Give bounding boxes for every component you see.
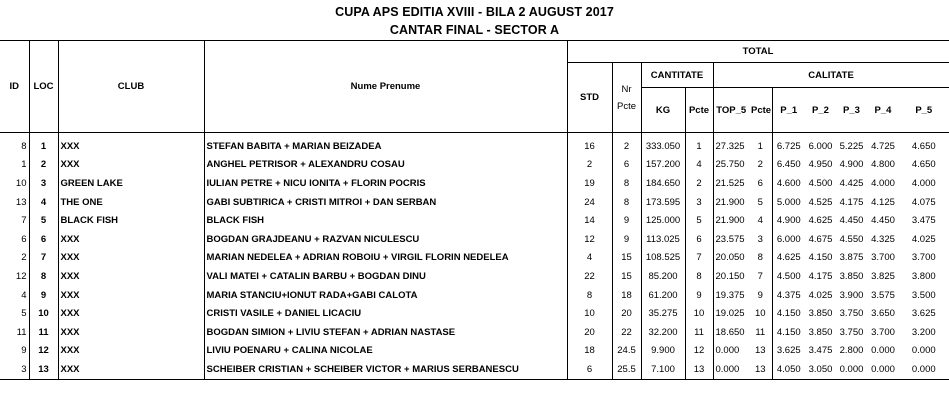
row-p5: 0.000 [899,360,949,379]
row-p3: 4.900 [839,159,864,171]
row-p2: 4.525 [808,196,833,208]
row-name: BLACK FISH [204,211,567,230]
row-kg-pcte: 8 [685,267,713,286]
row-p3: 2.800 [839,345,864,357]
row-nr-pcte: 9 [612,211,641,230]
row-cal-pcte: 8 [749,249,772,268]
cantitate-header: CANTITATE [641,63,713,88]
row-cal-pcte: 10 [749,304,772,323]
row-id: 9 [0,342,29,361]
row-p4: 3.700 [871,252,895,264]
row-p2: 4.175 [808,270,833,282]
row-top5: 23.575 [715,233,745,245]
table-row [0,156,949,175]
row-p2: 4.950 [808,159,833,171]
row-std: 12 [567,230,612,249]
row-p1: 4.375 [776,289,801,301]
row-p5: 4.025 [899,230,949,249]
row-p5: 3.200 [899,323,949,342]
row-std: 14 [567,211,612,230]
row-cal-pcte: 2 [749,156,772,175]
col-std-header: STD [567,63,612,133]
row-name: BOGDAN SIMION + LIVIU STEFAN + ADRIAN NASTASE [204,323,567,342]
col-loc-header: LOC [29,41,58,133]
col-club-header: CLUB [58,41,204,133]
table-row [0,137,949,156]
row-p5: 3.625 [899,304,949,323]
page-subtitle: CANTAR FINAL - SECTOR A [389,23,560,37]
row-top5: 21.900 [715,215,745,227]
table-row [0,211,949,230]
col-id-header: ID [0,41,29,133]
row-p3: 3.850 [839,270,864,282]
row-p4: 3.700 [871,326,895,338]
row-p2: 4.675 [808,233,833,245]
row-cal-pcte: 9 [749,286,772,305]
row-std: 18 [567,342,612,361]
row-kg: 9.900 [641,342,685,361]
row-p5: 0.000 [899,342,949,361]
row-loc: 10 [29,304,58,323]
row-top5: 21.525 [715,177,745,189]
row-std: 4 [567,249,612,268]
row-std: 8 [567,286,612,305]
row-id: 1 [0,156,29,175]
row-name: SCHEIBER CRISTIAN + SCHEIBER VICTOR + MARIUS SERBANESCU [204,360,567,379]
col-nr-pcte-header: Nr Pcte [612,63,641,133]
row-p4: 4.325 [871,233,895,245]
row-top5: 27.325 [715,140,745,152]
row-kg: 125.000 [641,211,685,230]
row-std: 24 [567,193,612,212]
row-club: XXX [58,286,204,305]
row-loc: 4 [29,193,58,212]
row-p1: 4.625 [776,252,801,264]
row-p4: 0.000 [871,345,895,357]
row-cal-pcte: 4 [749,211,772,230]
col-p4-header: P_4 [867,88,899,133]
row-kg-pcte: 6 [685,230,713,249]
row-name: IULIAN PETRE + NICU IONITA + FLORIN POCRIS [204,174,567,193]
row-p5: 4.650 [899,156,949,175]
row-p3: 0.000 [836,360,867,379]
row-club: XXX [58,249,204,268]
row-p2: 3.475 [808,345,833,357]
row-top5: 25.750 [715,159,745,171]
row-kg-pcte: 9 [685,286,713,305]
row-nr-pcte: 9 [612,230,641,249]
row-kg-pcte: 1 [685,137,713,156]
row-nr-pcte: 20 [612,304,641,323]
row-nr-pcte: 15 [612,249,641,268]
row-kg-pcte: 2 [685,174,713,193]
row-p5: 4.000 [899,174,949,193]
row-id: 12 [0,267,29,286]
col-top5-header: TOP_5 [713,88,749,133]
table-row [0,230,949,249]
row-p4: 3.825 [871,270,895,282]
row-top5: 21.900 [715,196,745,208]
row-p2: 4.500 [808,177,833,189]
row-std: 10 [567,304,612,323]
row-id: 2 [0,249,29,268]
row-p3: 5.225 [839,140,864,152]
row-cal-pcte: 11 [749,323,772,342]
row-kg-pcte: 5 [685,211,713,230]
row-kg-pcte: 11 [685,323,713,342]
row-loc: 12 [29,342,58,361]
row-p4: 4.000 [871,177,895,189]
row-id: 7 [0,211,29,230]
row-std: 16 [567,137,612,156]
row-top5: 20.150 [715,270,745,282]
row-name: VALI MATEI + CATALIN BARBU + BOGDAN DINU [204,267,567,286]
row-p2: 4.625 [808,215,833,227]
row-p3: 4.550 [839,233,864,245]
row-p1: 6.725 [776,140,801,152]
row-p2: 3.050 [805,360,836,379]
table-row [0,249,949,268]
row-club: XXX [58,137,204,156]
row-p1: 4.150 [776,308,801,320]
row-club: GREEN LAKE [58,174,204,193]
row-std: 6 [567,360,612,379]
row-p5: 4.650 [899,137,949,156]
row-kg: 35.275 [641,304,685,323]
row-name: BOGDAN GRAJDEANU + RAZVAN NICULESCU [204,230,567,249]
row-loc: 11 [29,323,58,342]
row-kg: 333.050 [641,137,685,156]
row-nr-pcte: 2 [612,137,641,156]
row-club: THE ONE [58,193,204,212]
row-name: ANGHEL PETRISOR + ALEXANDRU COSAU [204,156,567,175]
calitate-header: CALITATE [713,63,949,88]
row-p4: 4.450 [871,215,895,227]
row-kg-pcte: 10 [685,304,713,323]
row-p3: 3.875 [839,252,864,264]
row-name: MARIA STANCIU+IONUT RADA+GABI CALOTA [204,286,567,305]
row-p4: 3.575 [871,289,895,301]
row-p1: 3.625 [776,345,801,357]
col-p2-header: P_2 [805,88,836,133]
row-top5: 19.025 [715,308,745,320]
row-p2: 4.150 [808,252,833,264]
row-kg: 61.200 [641,286,685,305]
row-loc: 13 [29,360,58,379]
row-p1: 5.000 [776,196,801,208]
row-p1: 6.000 [776,233,801,245]
row-p5: 4.075 [899,193,949,212]
col-p1-header: P_1 [772,88,805,133]
row-p1: 4.900 [776,215,801,227]
row-loc: 7 [29,249,58,268]
row-std: 19 [567,174,612,193]
row-p1: 4.050 [772,360,805,379]
table-row [0,267,949,286]
row-club: XXX [58,304,204,323]
row-name: LIVIU POENARU + CALINA NICOLAE [204,342,567,361]
row-id: 5 [0,304,29,323]
row-kg-pcte: 3 [685,193,713,212]
row-p5: 3.500 [899,286,949,305]
row-p4: 4.800 [871,159,895,171]
row-nr-pcte: 24.5 [612,342,641,361]
col-p5-header: P_5 [899,88,949,133]
row-p4: 0.000 [867,360,899,379]
row-nr-pcte: 18 [612,286,641,305]
row-cal-pcte: 6 [749,174,772,193]
row-p1: 6.450 [776,159,801,171]
row-p2: 3.850 [808,308,833,320]
row-id: 13 [0,193,29,212]
row-cal-pcte: 13 [749,342,772,361]
row-p2: 3.850 [808,326,833,338]
row-cal-pcte: 5 [749,193,772,212]
row-top5: 0.000 [713,360,749,379]
row-loc: 5 [29,211,58,230]
results-table [0,40,949,380]
row-nr-pcte: 15 [612,267,641,286]
row-id: 4 [0,286,29,305]
row-nr-pcte: 25.5 [612,360,641,379]
row-p3: 4.450 [839,215,864,227]
row-top5: 19.375 [715,289,745,301]
row-id: 8 [0,137,29,156]
row-std: 20 [567,323,612,342]
table-row [0,174,949,193]
row-kg-pcte: 7 [685,249,713,268]
row-loc: 2 [29,156,58,175]
row-p1: 4.150 [776,326,801,338]
row-p4: 4.125 [871,196,895,208]
table-row [0,323,949,342]
row-kg: 173.595 [641,193,685,212]
row-top5: 20.050 [715,252,745,264]
row-p3: 3.750 [839,308,864,320]
row-loc: 3 [29,174,58,193]
row-club: XXX [58,323,204,342]
row-std: 22 [567,267,612,286]
row-cal-pcte: 3 [749,230,772,249]
row-p4: 3.650 [871,308,895,320]
row-p1: 4.600 [776,177,801,189]
row-top5: 18.650 [715,326,745,338]
row-id: 11 [0,323,29,342]
row-kg: 108.525 [641,249,685,268]
total-header: TOTAL [567,41,949,63]
table-row [0,342,949,361]
row-p2: 4.025 [808,289,833,301]
row-id: 6 [0,230,29,249]
table-row [0,193,949,212]
row-name: MARIAN NEDELEA + ADRIAN ROBOIU + VIRGIL FLORIN NEDELEA [204,249,567,268]
row-p4: 4.725 [871,140,895,152]
row-name: STEFAN BABITA + MARIAN BEIZADEA [204,137,567,156]
row-nr-pcte: 8 [612,174,641,193]
row-p3: 4.175 [839,196,864,208]
row-top5: 0.000 [715,345,740,357]
page-title: CUPA APS EDITIA XVIII - BILA 2 AUGUST 2017 [335,5,614,19]
row-kg: 7.100 [641,360,685,379]
row-p3: 3.900 [839,289,864,301]
row-nr-pcte: 8 [612,193,641,212]
row-kg-pcte: 4 [685,156,713,175]
row-loc: 9 [29,286,58,305]
table-row [0,286,949,305]
row-club: XXX [58,360,204,379]
col-name-header: Nume Prenume [204,41,567,133]
row-name: GABI SUBTIRICA + CRISTI MITROI + DAN SERBAN [204,193,567,212]
row-p1: 4.500 [776,270,801,282]
col-cal-pcte-header: Pcte [749,88,772,133]
row-id: 3 [0,360,29,379]
row-p5: 3.475 [899,211,949,230]
row-p5: 3.800 [899,267,949,286]
row-p5: 3.700 [899,249,949,268]
row-nr-pcte: 6 [612,156,641,175]
row-club: XXX [58,267,204,286]
row-kg: 32.200 [641,323,685,342]
row-id: 10 [0,174,29,193]
row-loc: 1 [29,137,58,156]
row-cal-pcte: 7 [749,267,772,286]
col-kg-pcte-header: Pcte [685,88,713,133]
row-club: XXX [58,230,204,249]
row-loc: 6 [29,230,58,249]
row-name: CRISTI VASILE + DANIEL LICACIU [204,304,567,323]
row-club: XXX [58,342,204,361]
row-p3: 4.425 [839,177,864,189]
row-p3: 3.750 [839,326,864,338]
row-kg-pcte: 12 [685,342,713,361]
row-kg: 184.650 [641,174,685,193]
row-kg: 157.200 [641,156,685,175]
row-cal-pcte: 1 [749,137,772,156]
row-loc: 8 [29,267,58,286]
row-kg-pcte: 13 [685,360,713,379]
row-std: 2 [567,156,612,175]
row-club: BLACK FISH [58,211,204,230]
row-p2: 6.000 [808,140,833,152]
row-club: XXX [58,156,204,175]
row-nr-pcte: 22 [612,323,641,342]
row-cal-pcte: 13 [749,360,772,379]
table-row [0,304,949,323]
row-kg: 85.200 [641,267,685,286]
col-kg-header: KG [641,88,685,133]
col-p3-header: P_3 [836,88,867,133]
table-row [0,360,949,379]
row-kg: 113.025 [641,230,685,249]
